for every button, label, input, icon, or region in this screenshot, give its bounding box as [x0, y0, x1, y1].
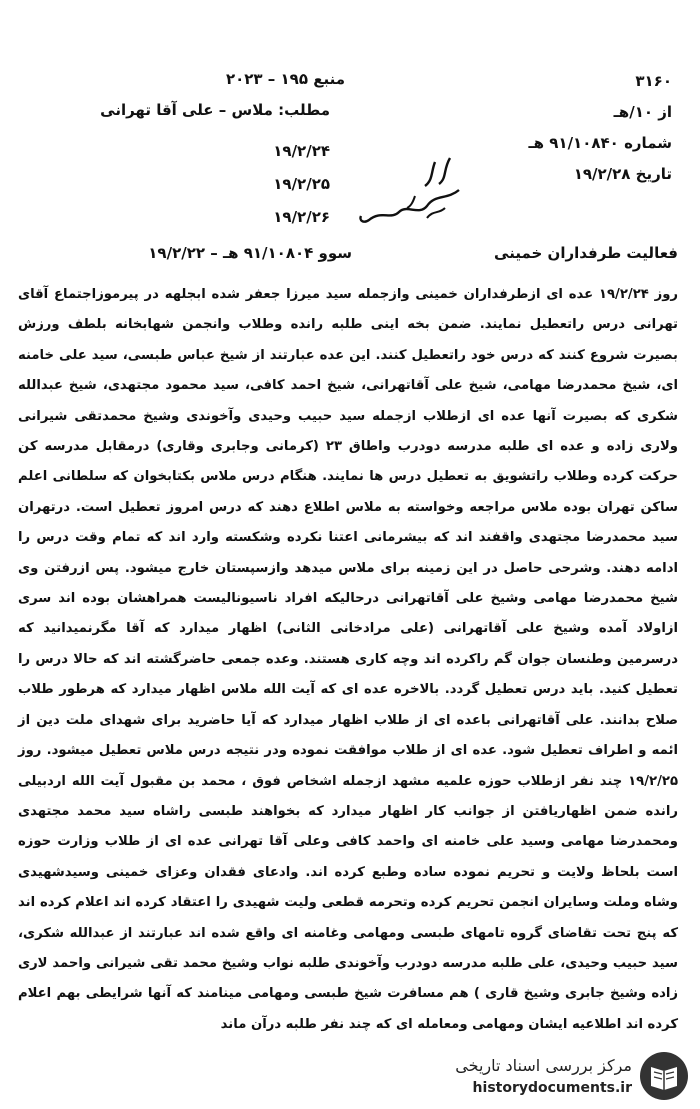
archive-url[interactable]: historydocuments.ir: [472, 1080, 632, 1096]
section-heading: فعالیت طرفداران خمینی: [494, 244, 678, 262]
handwritten-signature-icon: [355, 150, 465, 230]
report-paragraph: روز ۱۹/۲/۲۴ عده ای ازطرفداران خمینی وازجمله سید میرزا جعفر شده ابجلهه در پیرموزاجتماع آقای تهرانی درس راتعطیل نمایند. ضمن بخه اینی طلبه رانده وطلاب وانجمن شهابخانه بلطف ورزش بصیرت شروع کنند که درس خود راتعطیل کنند. این عده عبارتند از شیخ عباس طبسی، سید علی خامنه ای، شیخ محمدرضا مهامی، شیخ علی آقاتهرانی، شیخ احمد کافی، سید محمود مجتهدی، شیخ عبدالله شکری که بصیرت آنها عده ای ازطلاب ازجمله سید حبیب وحیدی وآخوندی وشیخ محمدتقی شیرانی ولاری زاده و عده ای طلبه مدرسه دودرب واطاق ۲۳ (کرمانی وجابری وقاری) درمقابل مدرسه کن حرکت کرده وطلاب راتشویق به تعطیل درس ها نمایند. هنگام درس ملاس بکتابخوان که سلطانی اعلم ساکن تهران بوده ملاس مراجعه وخواسته به ملاس اطلاع دهند که درس امروز تعطیل است. درتهران سید محمدرضا مجتهدی واقفند اند که بیشرمانی اعتنا نکرده وشکسته وارد اند که تمام وقت درس را ادامه دهند. وشرحی حاصل در این زمینه برای ملاس میدهد وازسپستان خارج میشود. پس ازرفتن وی شیخ محمدرضا مهامی وشیخ علی آقاتهرانی درحالیکه افراد ناسیونالیست همراهشان بوده اند سری ازاولاد آمده وشیخ علی آقاتهرانی (علی مرادخانی الثانی) اظهار میدارد که آقا مگرنمیدانید که درسرمین وطنسان جوان گم راکرده اند وچه کاری هستند. وعده جمعی حاضرگشته اند که حالا درس را تعطیل کنید. باید درس تعطیل گردد. بالاخره عده ای که آیت الله ملاس اظهار میدارد که هرطور طلاب صلاح بدانند. علی آقاتهرانی باعده ای از طلاب اظهار میدارد که آیا حاضرید برای شهدای ملت دین از ائمه و اطراف تعطیل شود. عده ای از طلاب موافقت نموده ودر نتیجه درس ملاس تعطیل میشود. روز ۱۹/۲/۲۵ چند نفر ازطلاب حوزه علمیه مشهد ازجمله اشخاص فوق ، محمد بن مقبول آیت الله اردبیلی رانده ضمن اظهاریافتن از جوانب کار اظهار میدارد که بخواهند طبسی راشاه سید محمد مجتهدی ومحمدرضا مهامی وسید علی خامنه ای واحمد کافی وعلی آقا تهرانی عده ای از طلاب وزارت حوزه است بلحاظ ولایت و تحریم نموده ساده وطبع کرده اند. وادعای فقدان وعزای خمینی وسیدشهیدی وشاه وملت وسایران انجمن تحریم کرده وتحرمه قطعی ولیت شهیدی را اعتقاد کرده اند اعلام کرده اند که پنج تحت تقاضای گروه تامهای طبسی ومهامی وغامنه ای واقع شده اند عبارتند از عبدالله شکری، سید حبیب وحیدی، علی طلبه مدرسه دودرب وآخوندی طلبه نواب وشیخ محمد تقی شیرانی واحمد لاری زاده وشیخ جابری وشیخ قاری ) هم مسافرت شیخ طبسی ومهامی مینامند که آنها شرایطی بهم اعلام کرده اند اطلاعیه ایشان ومهامی ومعامله ای که چند نفر طلبه درآن ماند: [18, 287, 678, 1032]
archive-watermark: [412, 1050, 690, 1102]
from-line: از ۱۰/هـ: [613, 103, 672, 121]
source-line: منبع ۱۹۵ – ۲۰۲۳: [225, 70, 345, 88]
archive-title: مرکز بررسی اسناد تاریخی: [455, 1056, 632, 1075]
document-number: ۳۱۶۰: [635, 72, 672, 90]
section-reference: سوو ۹۱/۱۰۸۰۴ هـ – ۱۹/۲/۲۲: [148, 244, 352, 262]
date-entry-2: ۱۹/۲/۲۵: [273, 175, 330, 193]
open-book-logo-icon: [638, 1050, 690, 1102]
date-entry-1: ۱۹/۲/۲۴: [273, 142, 330, 160]
report-body: [18, 280, 678, 1040]
number-line: شماره ۹۱/۱۰۸۴۰ هـ: [528, 134, 672, 152]
subject-line: مطلب: ملاس – علی آقا تهرانی: [100, 101, 330, 119]
date-line: تاریخ ۱۹/۲/۲۸: [573, 165, 672, 183]
date-entry-3: ۱۹/۲/۲۶: [273, 208, 330, 226]
